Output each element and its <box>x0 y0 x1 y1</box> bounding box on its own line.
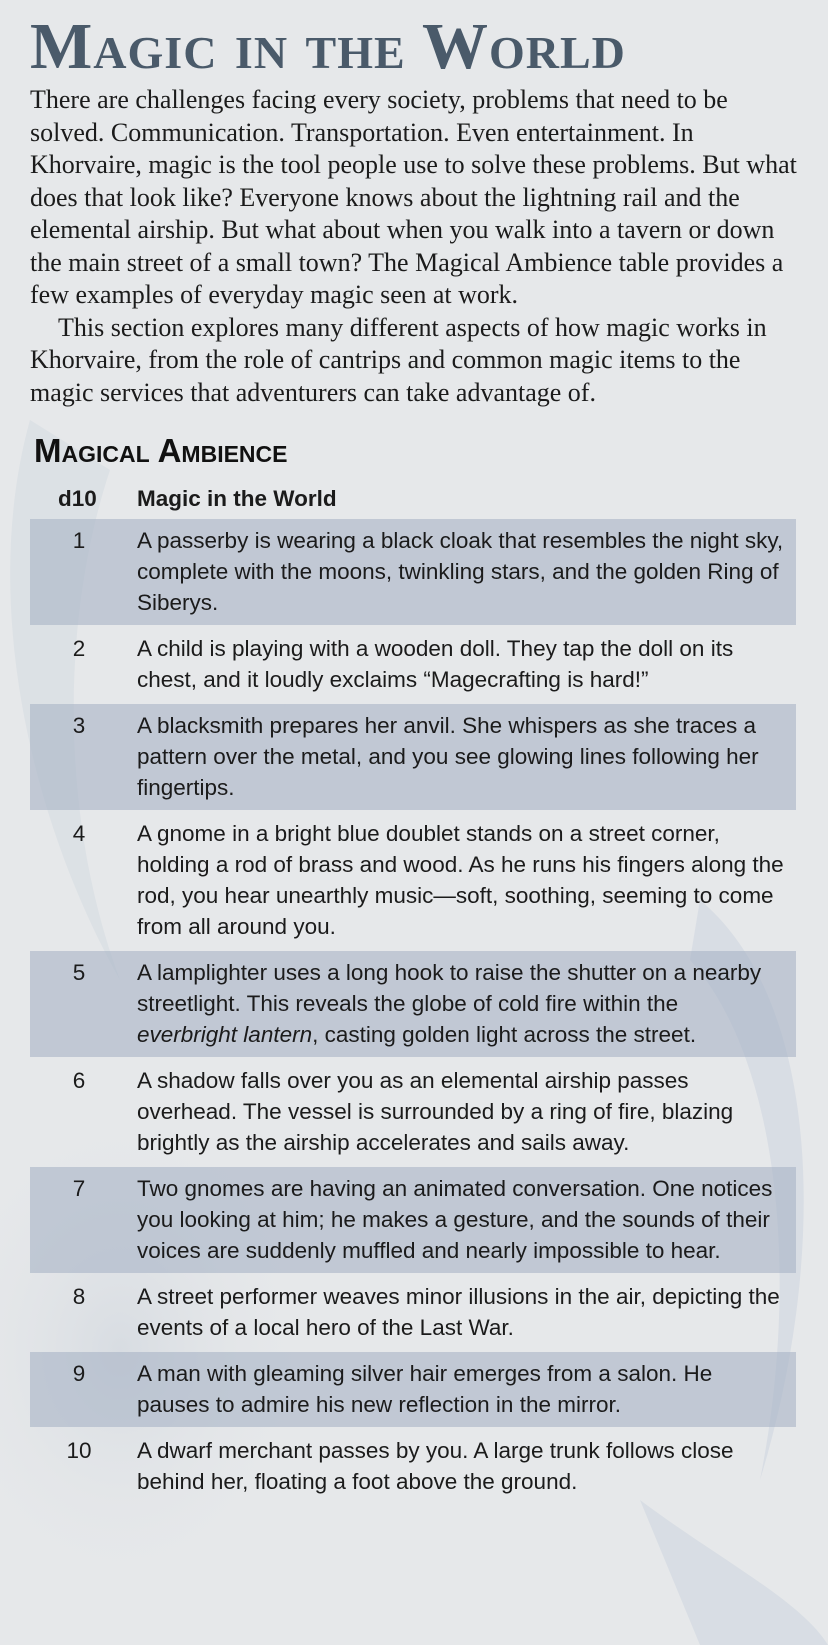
row-text <box>137 957 796 1050</box>
table-row <box>30 1429 796 1504</box>
roll-number: 3 <box>72 713 86 738</box>
table-row <box>30 627 796 702</box>
table-row <box>30 951 796 1057</box>
roll-number: 10 <box>66 1438 92 1463</box>
section-title: Magical Ambience <box>34 432 288 469</box>
roll-number: 4 <box>72 821 86 846</box>
table-row <box>30 1275 796 1350</box>
table-row <box>30 1167 796 1273</box>
chapter-title: Magic in the World <box>30 10 626 83</box>
roll-number: 2 <box>72 636 86 661</box>
header-d10: d10 <box>58 485 97 511</box>
row-text: A child is playing with a wooden doll. They tap the doll on its chest, and it loudly exclaims “Magecrafting is hard!” <box>137 636 734 692</box>
table-row <box>30 812 796 949</box>
roll-number: 7 <box>72 1176 86 1201</box>
table-row <box>30 704 796 810</box>
roll-number: 5 <box>72 960 86 985</box>
row-text: A dwarf merchant passes by you. A large trunk follows close behind her, floating a foot above the ground. <box>137 1438 734 1494</box>
table-row <box>30 519 796 625</box>
header-magic-in-the-world: Magic in the World <box>137 485 337 511</box>
table-row <box>30 1352 796 1427</box>
row-text: A blacksmith prepares her anvil. She whispers as she traces a pattern over the metal, and you see glowing lines following her fingertips. <box>137 713 759 800</box>
row-text: Two gnomes are having an animated conversation. One notices you looking at him; he makes a gesture, and the sounds of their voices are suddenly muffled and nearly impossible to hear. <box>137 1176 773 1263</box>
roll-number: 1 <box>72 528 86 553</box>
row-text: A man with gleaming silver hair emerges from a salon. He pauses to admire his new reflection in the mirror. <box>137 1361 713 1417</box>
roll-number: 6 <box>72 1068 86 1093</box>
roll-number: 9 <box>72 1361 86 1386</box>
table-header <box>30 477 796 519</box>
item-name-everbright-lantern: everbright lantern <box>137 1022 313 1047</box>
row-text: A gnome in a bright blue doublet stands on a street corner, holding a rod of brass and wood. As he runs his fingers along the rod, you hear unearthly music—soft, soothing, seeming to come from all around you. <box>137 821 784 939</box>
row-text-end: , casting golden light across the street. <box>312 1022 697 1047</box>
roll-number: 8 <box>72 1284 86 1309</box>
row-text-start: A lamplighter uses a long hook to raise the shutter on a nearby streetlight. This reveals the globe of cold fire within the <box>137 960 762 1016</box>
magical-ambience-table <box>30 477 796 1504</box>
intro-paragraph: There are challenges facing every society, problems that need to be solved. Communication. Transportation. Even entertainment. In Khorvaire, magic is the tool people use to solve these problems. But what does that look like? Everyone knows about the lightning rail and the elemental airship. But what about when you walk into a tavern or down the main street of a small town? The Magical Ambience table provides a few examples of everyday magic seen at work. <box>30 85 797 309</box>
row-text: A passerby is wearing a black cloak that resembles the night sky, complete with the moons, twinkling stars, and the golden Ring of Siberys. <box>137 528 784 615</box>
row-text: A shadow falls over you as an elemental airship passes overhead. The vessel is surrounded by a ring of fire, blazing brightly as the airship accelerates and sails away. <box>137 1068 734 1155</box>
row-text: A street performer weaves minor illusions in the air, depicting the events of a local hero of the Last War. <box>137 1284 780 1340</box>
section-overview-paragraph: This section explores many different aspects of how magic works in Khorvaire, from the role of cantrips and common magic items to the magic services that adventurers can take advantage of. <box>30 312 767 407</box>
table-row <box>30 1059 796 1165</box>
